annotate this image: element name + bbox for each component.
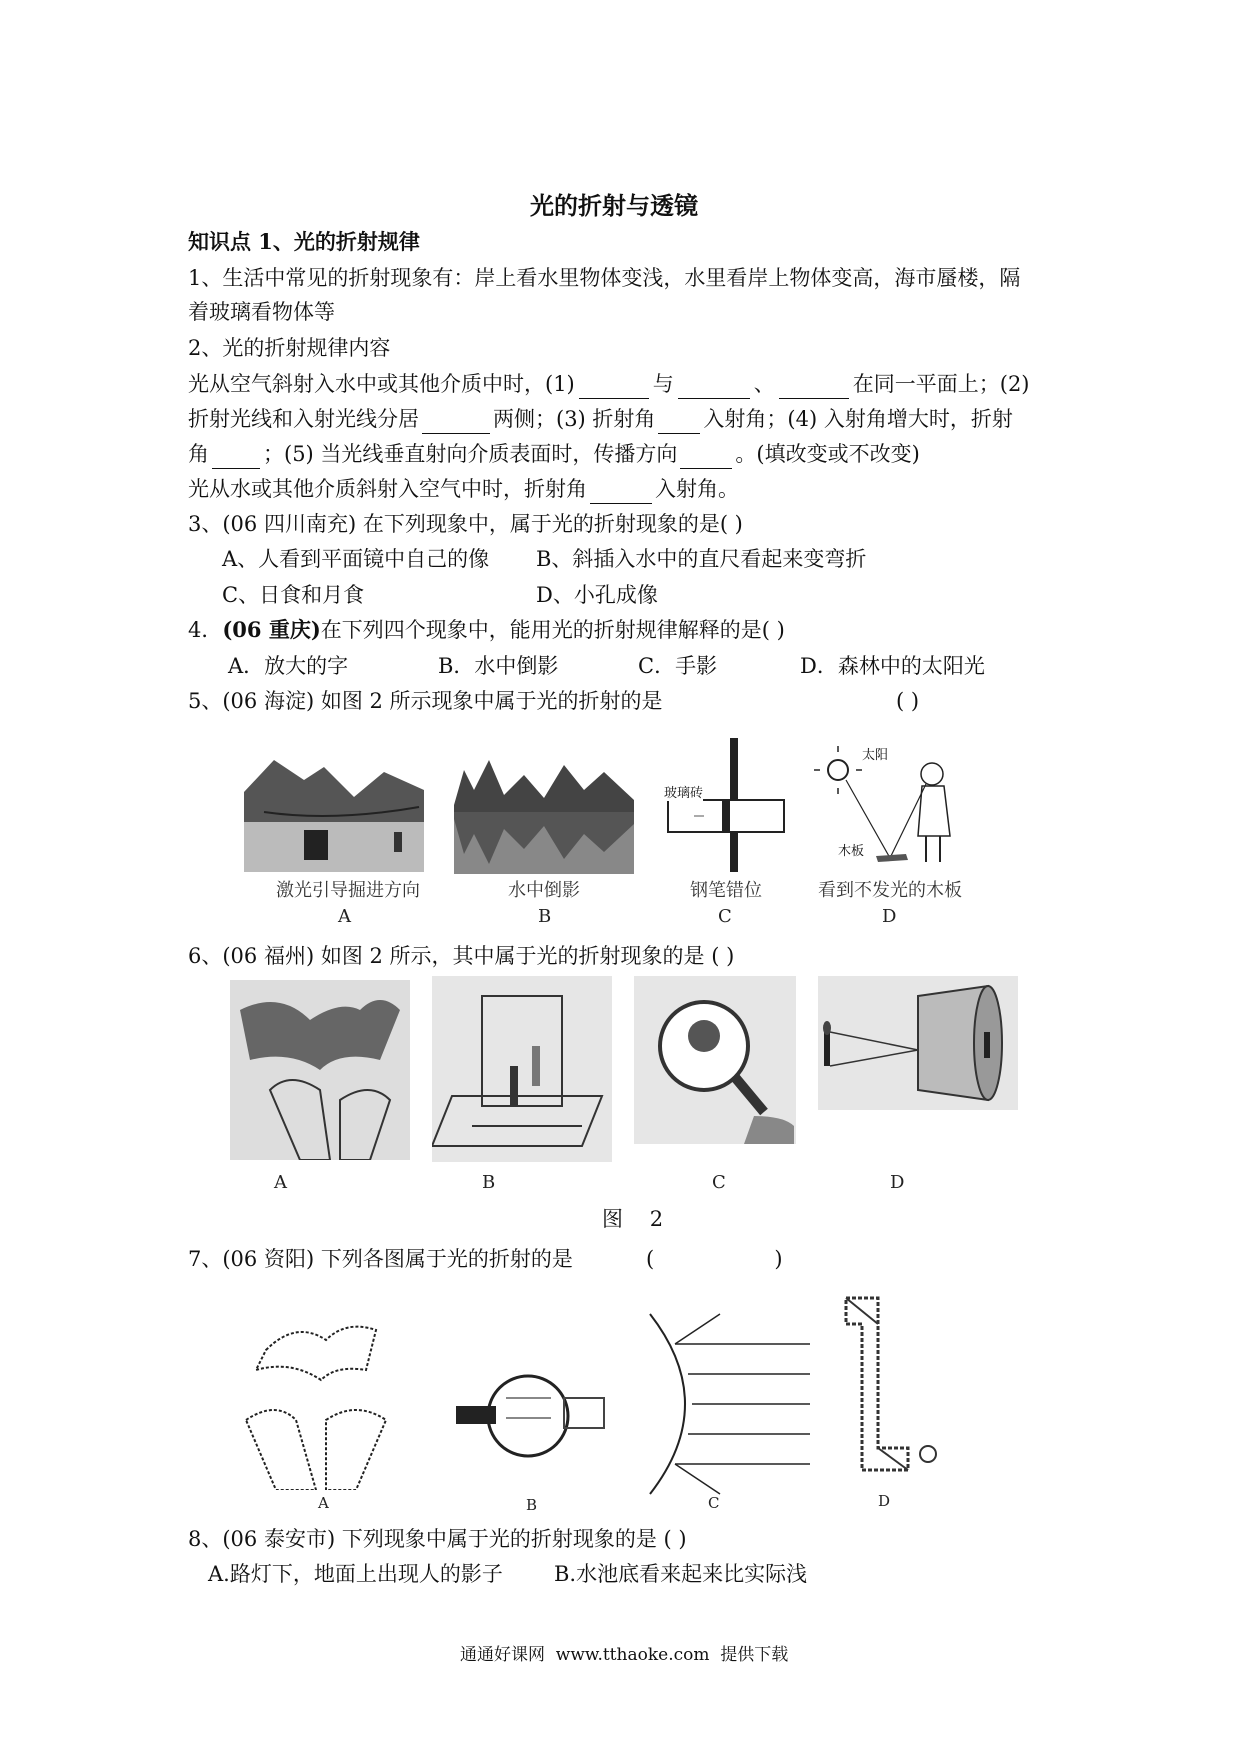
q4-source: (06 重庆) <box>222 617 321 642</box>
hand-shadow-sketch <box>236 1310 406 1490</box>
q5-board-label: 木板 <box>838 844 865 859</box>
q3-option-c[interactable]: C、日食和月食 <box>222 583 365 607</box>
q4-number: 4． <box>188 618 223 642</box>
q6-figure-c <box>634 976 796 1144</box>
section-heading: 知识点 1、光的折射规律 <box>188 229 420 254</box>
q6-figure-a <box>230 980 410 1160</box>
q5-caption-d: 看到不发光的木板 <box>818 880 962 901</box>
laser-tunnel-image <box>244 752 424 872</box>
answer-blank[interactable] <box>590 481 652 504</box>
q7-letter-b: B <box>526 1496 538 1514</box>
q6-stem: 6、(06 福州) 如图 2 所示，其中属于光的折射现象的是 ( ) <box>188 944 735 968</box>
q8-option-b[interactable]: B.水池底看来起来比实际浅 <box>554 1562 808 1586</box>
q5-answer-paren[interactable]: ( ) <box>896 689 920 713</box>
q4-stem <box>188 615 785 645</box>
q2-text: 两侧；(3) 折射角 <box>493 407 656 431</box>
q6-figure-label: 图 2 <box>602 1207 664 1231</box>
answer-blank[interactable] <box>678 376 750 399</box>
q2-text: 角 <box>188 442 209 466</box>
page-footer: 通通好课网 www.tthaoke.com 提供下载 <box>460 1645 789 1665</box>
answer-blank[interactable] <box>658 411 700 434</box>
water-reflection-image <box>454 750 634 874</box>
q7-letter-d: D <box>878 1492 891 1510</box>
q8-stem: 8、(06 泰安市) 下列现象中属于光的折射现象的是 ( ) <box>188 1527 687 1551</box>
q4-option-b[interactable]: B．水中倒影 <box>438 654 559 678</box>
q5-figure-a <box>244 752 424 872</box>
q6-letter-b: B <box>482 1172 496 1193</box>
concave-mirror-sketch <box>640 1304 820 1504</box>
q2-line1 <box>188 369 1030 399</box>
q6-letter-c: C <box>712 1172 726 1193</box>
q2-text: 折射光线和入射光线分居 <box>188 407 419 431</box>
q7-letter-a: A <box>318 1494 329 1512</box>
q7-figure-c <box>640 1304 820 1504</box>
q2-text: 。(填改变或不改变) <box>735 442 920 466</box>
q3-option-a[interactable]: A、人看到平面镜中自己的像 <box>222 547 490 571</box>
q5-letter-a: A <box>338 906 351 927</box>
periscope-sketch <box>838 1294 948 1474</box>
q5-letter-c: C <box>718 906 732 927</box>
q2-heading: 2、光的折射规律内容 <box>188 336 391 360</box>
q6-figure-b <box>432 976 612 1162</box>
q7-stem: 7、(06 资阳) 下列各图属于光的折射的是 <box>188 1247 573 1271</box>
q7-letter-c: C <box>708 1494 720 1512</box>
q6-figure-d <box>818 976 1018 1110</box>
q2-text: 光从空气斜射入水中或其他介质中时，(1) <box>188 372 575 396</box>
pen-glass-image <box>664 738 794 873</box>
q4-option-c[interactable]: C．手影 <box>638 654 718 678</box>
answer-blank[interactable] <box>212 446 260 469</box>
q2-text: 入射角。 <box>655 477 739 501</box>
q4-option-d[interactable]: D．森林中的太阳光 <box>800 654 985 678</box>
q5-sun-label: 太阳 <box>862 748 889 763</box>
q2-text: 在同一平面上；(2) <box>852 372 1030 396</box>
q3-stem: 3、(06 四川南充) 在下列现象中，属于光的折射现象的是( ) <box>188 512 743 536</box>
q6-letter-d: D <box>890 1172 905 1193</box>
hand-shadow-image <box>230 980 410 1160</box>
page-title: 光的折射与透镜 <box>530 191 698 220</box>
q1-line2: 着玻璃看物体等 <box>188 300 335 324</box>
q1-line1: 1、生活中常见的折射现象有：岸上看水里物体变浅，水里看岸上物体变高，海市蜃楼，隔 <box>188 266 1021 290</box>
q5-stem: 5、(06 海淀) 如图 2 所示现象中属于光的折射的是 <box>188 689 663 713</box>
q3-option-b[interactable]: B、斜插入水中的直尺看起来变弯折 <box>536 547 867 571</box>
q2-text: 入射角；(4) 入射角增大时，折射 <box>703 407 1013 431</box>
q7-figure-d <box>838 1294 948 1474</box>
answer-blank[interactable] <box>680 446 732 469</box>
q2-text: 光从水或其他介质斜射入空气中时，折射角 <box>188 477 587 501</box>
q8-option-a[interactable]: A.路灯下，地面上出现人的影子 <box>208 1562 503 1586</box>
q2-line4 <box>188 474 739 504</box>
q5-letter-b: B <box>538 906 552 927</box>
pinhole-camera-image <box>818 976 1018 1110</box>
answer-blank[interactable] <box>779 376 849 399</box>
q5-glass-label: 玻璃砖 <box>664 782 703 801</box>
q2-text: 与 <box>652 372 674 396</box>
q5-figure-b <box>454 750 634 874</box>
q2-text: 、 <box>753 372 775 396</box>
q6-letter-a: A <box>274 1172 287 1193</box>
q4-option-a[interactable]: A．放大的字 <box>228 654 349 678</box>
q2-line2 <box>188 404 1013 434</box>
q7-answer-paren[interactable]: ( ) <box>646 1247 783 1271</box>
magnifier-sketch <box>456 1368 616 1468</box>
answer-blank[interactable] <box>579 376 649 399</box>
q3-option-d[interactable]: D、小孔成像 <box>536 583 658 607</box>
q5-figure-c <box>664 738 794 873</box>
q7-figure-b <box>456 1368 616 1468</box>
q2-text: ；(5) 当光线垂直射向介质表面时，传播方向 <box>263 442 678 466</box>
q7-figure-a <box>236 1310 406 1490</box>
answer-blank[interactable] <box>422 411 490 434</box>
q5-letter-d: D <box>882 906 897 927</box>
q2-line3 <box>188 439 920 469</box>
q5-caption-b: 水中倒影 <box>508 880 580 901</box>
candle-mirror-image <box>432 976 612 1162</box>
q4-text: 在下列四个现象中，能用光的折射规律解释的是( ) <box>320 618 785 642</box>
q5-caption-a: 激光引导掘进方向 <box>276 880 420 901</box>
q5-caption-c: 钢笔错位 <box>690 880 762 901</box>
magnifier-image <box>634 976 796 1144</box>
